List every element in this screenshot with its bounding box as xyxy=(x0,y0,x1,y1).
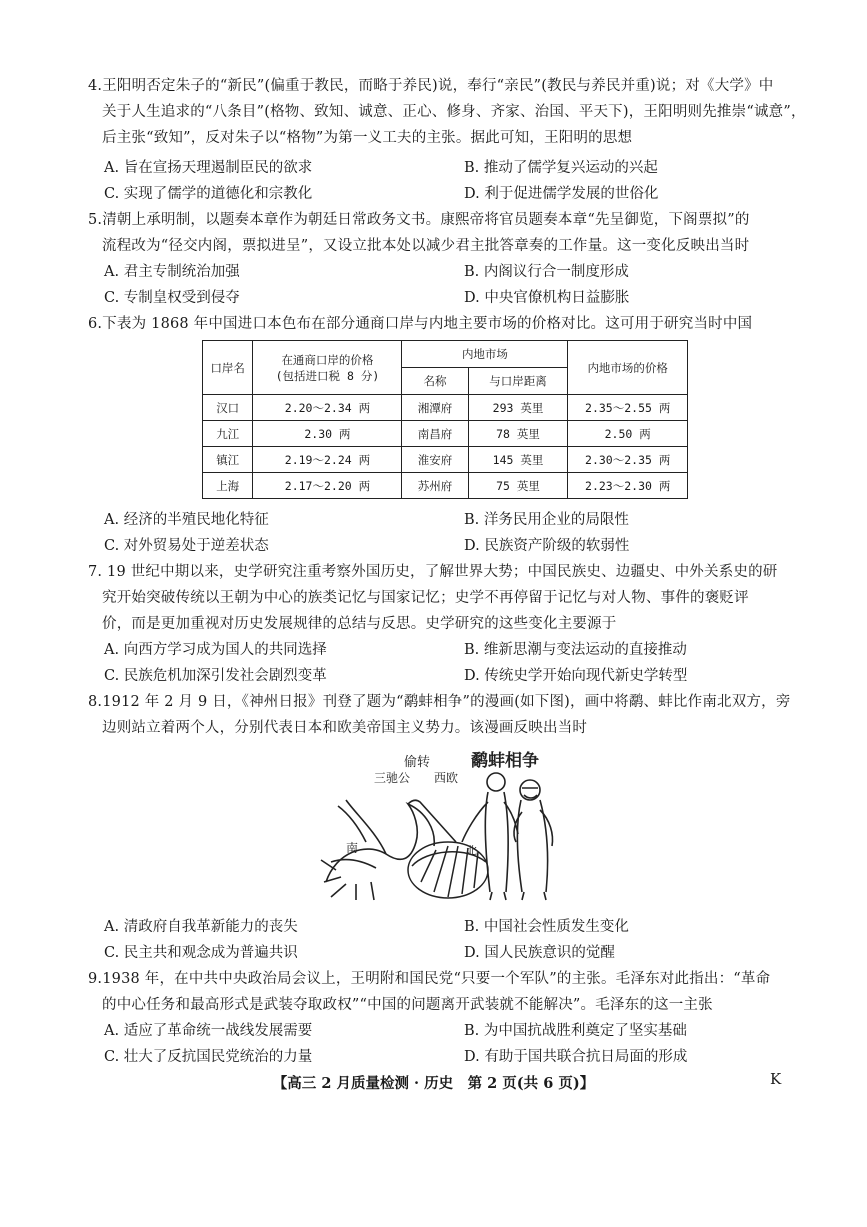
question-8-options xyxy=(104,914,804,966)
two-standing-figures-drawing xyxy=(462,773,553,900)
question-6-option-a[interactable]: A. 经济的半殖民地化特征 xyxy=(104,512,269,528)
snipe-clam-cartoon xyxy=(316,742,564,902)
header-inland-price: 内地市场的价格 xyxy=(568,341,688,395)
header-inland-market: 内地市场 xyxy=(402,341,568,368)
question-5-option-b[interactable]: B. 内阁议行合一制度形成 xyxy=(464,264,629,280)
question-7-stem xyxy=(88,559,800,637)
question-8-stem xyxy=(88,689,800,741)
cell-inland-name: 湘潭府 xyxy=(402,395,468,421)
cell-port-price: 2.30 两 xyxy=(253,421,402,447)
cell-inland-price: 2.50 两 xyxy=(568,421,688,447)
question-4-line-2: 关于人生追求的“八条目”(格物、致知、诚意、正心、修身、齐家、治国、平天下)，王阳明则先推崇“诚意”， xyxy=(102,104,806,120)
question-6-option-b[interactable]: B. 洋务民用企业的局限性 xyxy=(464,512,629,528)
question-7-option-b[interactable]: B. 维新思潮与变法运动的直接推动 xyxy=(464,642,687,658)
question-4-line-3: 后主张“致知”，反对朱子以“格物”为第一义工夫的主张。据此可知，王阳明的思想 xyxy=(102,130,633,146)
price-comparison-table xyxy=(202,340,688,499)
cell-distance: 78 英里 xyxy=(468,421,568,447)
header-port-price xyxy=(253,341,402,395)
cell-inland-price: 2.30～2.35 两 xyxy=(568,447,688,473)
cartoon-text-side1: 西欧 xyxy=(434,771,459,785)
cell-port: 汉口 xyxy=(203,395,253,421)
cartoon-label-north: 北 xyxy=(466,844,477,857)
cell-inland-price: 2.23～2.30 两 xyxy=(568,473,688,499)
cartoon-label-south: 南 xyxy=(346,841,359,855)
question-5-option-a[interactable]: A. 君主专制统治加强 xyxy=(104,264,240,280)
footer-mark: K xyxy=(770,1070,782,1088)
cell-port: 九江 xyxy=(203,421,253,447)
question-7-option-c[interactable]: C. 民族危机加深引发社会剧烈变革 xyxy=(104,668,327,684)
question-8-option-b[interactable]: B. 中国社会性质发生变化 xyxy=(464,919,629,935)
question-6-options xyxy=(104,507,804,559)
question-4-stem xyxy=(88,73,806,151)
question-7-line-2: 究开始突破传统以王朝为中心的族类记忆与国家记忆；史学不再停留于记忆与对人物、事件的褒贬评 xyxy=(102,590,749,606)
question-9-line-2: 的中心任务和最高形式是武装夺取政权”“中国的问题离开武装就不能解决”。毛泽东的这一主张 xyxy=(102,997,713,1013)
table-row xyxy=(203,447,688,473)
table-row xyxy=(203,395,688,421)
cell-inland-name: 苏州府 xyxy=(402,473,468,499)
question-4-options xyxy=(104,155,804,207)
question-7-option-a[interactable]: A. 向西方学习成为国人的共同选择 xyxy=(104,642,327,658)
question-6-option-c[interactable]: C. 对外贸易处于逆差状态 xyxy=(104,538,269,554)
question-9-option-d[interactable]: D. 有助于国共联合抗日局面的形成 xyxy=(464,1049,688,1065)
question-5-option-c[interactable]: C. 专制皇权受到侵夺 xyxy=(104,290,240,306)
cell-inland-price: 2.35～2.55 两 xyxy=(568,395,688,421)
question-9-option-c[interactable]: C. 壮大了反抗国民党统治的力量 xyxy=(104,1049,313,1065)
question-5-option-d[interactable]: D. 中央官僚机构日益膨胀 xyxy=(464,290,630,306)
question-9-option-a[interactable]: A. 适应了革命统一战线发展需要 xyxy=(104,1023,313,1039)
question-4-option-c[interactable]: C. 实现了儒学的道德化和宗教化 xyxy=(104,186,313,202)
question-8-option-c[interactable]: C. 民主共和观念成为普遍共识 xyxy=(104,945,298,961)
question-8-option-d[interactable]: D. 国人民族意识的觉醒 xyxy=(464,945,615,961)
question-6-stem xyxy=(88,311,800,337)
question-5-line-2: 流程改为“径交内阁，票拟进呈”，又设立批本处以减少君主批答章奏的工作量。这一变化反映出当时 xyxy=(102,238,750,254)
cell-inland-name: 南昌府 xyxy=(402,421,468,447)
clam-shell-drawing xyxy=(408,842,488,898)
question-5-stem xyxy=(88,207,800,259)
cell-distance: 75 英里 xyxy=(468,473,568,499)
cell-port: 上海 xyxy=(203,473,253,499)
question-9-line-1: 9.1938 年，在中共中央政治局会议上，王明附和国民党“只要一个军队”的主张。毛泽东对此指出：“革命 xyxy=(88,971,771,987)
question-8-line-1: 8.1912 年 2 月 9 日，《神州日报》刊登了题为“鹬蚌相争”的漫画(如下图)，画中将鹬、蚌比作南北双方，旁 xyxy=(88,694,791,710)
cell-inland-name: 淮安府 xyxy=(402,447,468,473)
cartoon-text-side3: 三驰公 xyxy=(374,771,411,785)
cartoon-title: 鹬蚌相争 xyxy=(471,751,539,771)
question-6-line-1: 6.下表为 1868 年中国进口本色布在部分通商口岸与内地主要市场的价格对比。这可用于研究当时中国 xyxy=(88,316,753,332)
cartoon-text-side2: 偷转 xyxy=(404,755,431,770)
header-port: 口岸名 xyxy=(203,341,253,395)
header-port-price-line-1: 在通商口岸的价格 xyxy=(281,352,374,367)
page-footer: 【高三 2 月质量检测 · 历史 第 2 页(共 6 页)】 xyxy=(272,1075,595,1092)
header-name: 名称 xyxy=(402,368,468,395)
question-4-option-b[interactable]: B. 推动了儒学复兴运动的兴起 xyxy=(464,160,658,176)
question-9-option-b[interactable]: B. 为中国抗战胜利奠定了坚实基础 xyxy=(464,1023,687,1039)
question-9-stem xyxy=(88,966,800,1018)
question-7-line-3: 价，而是更加重视对历史发展规律的总结与反思。史学研究的这些变化主要源于 xyxy=(102,616,617,632)
cell-port-price: 2.17～2.20 两 xyxy=(253,473,402,499)
cell-port-price: 2.20～2.34 两 xyxy=(253,395,402,421)
header-distance: 与口岸距离 xyxy=(468,368,568,395)
question-5-line-1: 5.清朝上承明制，以题奏本章作为朝廷日常政务文书。康熙帝将官员题奏本章“先呈御览，下阁票拟”的 xyxy=(88,212,750,228)
cell-distance: 293 英里 xyxy=(468,395,568,421)
question-4-option-a[interactable]: A. 旨在宣扬天理遏制臣民的欲求 xyxy=(104,160,313,176)
question-5-options xyxy=(104,259,804,311)
table-row xyxy=(203,421,688,447)
question-6-option-d[interactable]: D. 民族资产阶级的软弱性 xyxy=(464,538,630,554)
question-8-line-2: 边则站立着两个人，分别代表日本和欧美帝国主义势力。该漫画反映出当时 xyxy=(102,720,588,736)
cell-port: 镇江 xyxy=(203,447,253,473)
table-row xyxy=(203,473,688,499)
question-7-options xyxy=(104,637,804,689)
question-7-option-d[interactable]: D. 传统史学开始向现代新史学转型 xyxy=(464,668,688,684)
question-9-options xyxy=(104,1018,804,1070)
cell-distance: 145 英里 xyxy=(468,447,568,473)
question-4-line-1: 4.王阳明否定朱子的“新民”(偏重于教民，而略于养民)说，奉行“亲民”(教民与养民并重)说；对《大学》中 xyxy=(88,78,774,94)
header-port-price-line-2: (包括进口税 8 分) xyxy=(275,368,380,383)
cell-port-price: 2.19～2.24 两 xyxy=(253,447,402,473)
question-7-line-1: 7. 19 世纪中期以来，史学研究注重考察外国历史，了解世界大势；中国民族史、边疆史、中外关系史的研 xyxy=(88,564,778,580)
question-8-option-a[interactable]: A. 清政府自我革新能力的丧失 xyxy=(104,919,298,935)
question-4-option-d[interactable]: D. 利于促进儒学发展的世俗化 xyxy=(464,186,659,202)
